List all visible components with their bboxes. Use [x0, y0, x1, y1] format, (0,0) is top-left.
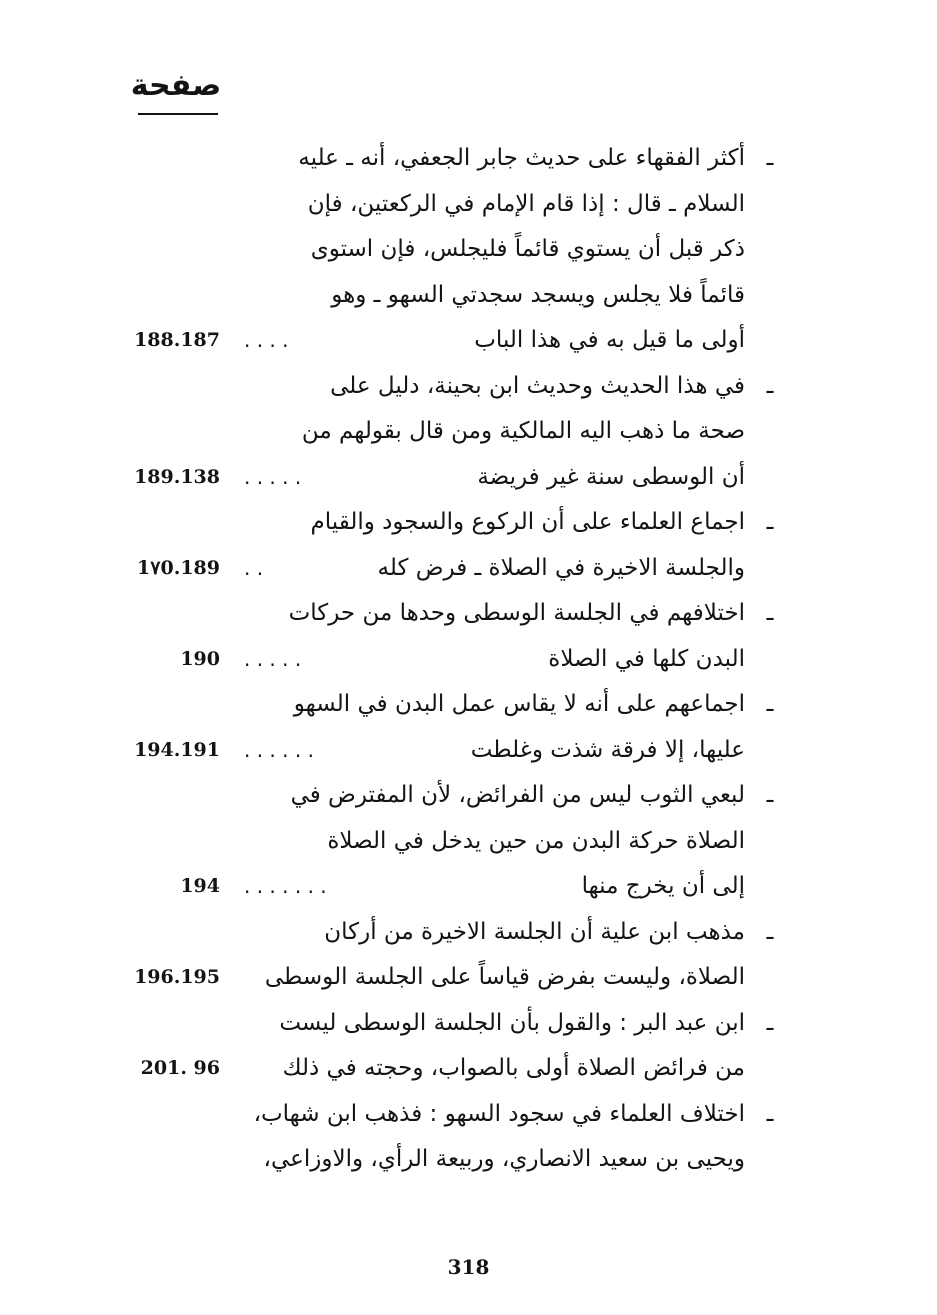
entry-text: من فرائض الصلاة أولى بالصواب، وحجته في ذلك: [282, 1055, 745, 1081]
entry-text: صحة ما ذهب اليه المالكية ومن قال بقولهم من: [301, 418, 745, 444]
entry-text: ذكر قبل أن يستوي قائماً فليجلس، فإن استوى: [310, 236, 745, 262]
page-number: 318: [447, 1255, 490, 1279]
entry-line: [120, 136, 785, 182]
entry-dash: ـ: [766, 509, 774, 535]
entry-text: السلام ـ قال : إذا قام الإمام في الركعتين، فإن: [307, 190, 745, 217]
entry-line: [120, 819, 785, 865]
entry-line: [120, 409, 785, 455]
entry-dash: ـ: [766, 1100, 774, 1127]
entry-line: [120, 1001, 785, 1047]
page-reference: 188.187: [134, 329, 220, 351]
entry-text: في هذا الحديث وحديث ابن بحينة، دليل على: [330, 372, 745, 399]
entry-line: [120, 1092, 785, 1138]
entry-line: [120, 500, 785, 546]
page-reference: 189.138: [134, 465, 220, 488]
entry-line: [120, 864, 785, 910]
index-entries: [120, 136, 785, 1183]
entry-text: قائماً فلا يجلس ويسجد سجدتي السهو ـ وهو: [331, 281, 745, 308]
entry-dash: ـ: [766, 691, 774, 717]
entry-line: [120, 546, 785, 592]
page-reference: 194.191: [134, 738, 220, 761]
entry-text: البدن كلها في الصلاة: [548, 645, 745, 672]
entry-text: اجماع العلماء على أن الركوع والسجود والقيام: [310, 509, 745, 535]
entry-dash: ـ: [766, 600, 774, 626]
entry-text: مذهب ابن علية أن الجلسة الاخيرة من أركان: [324, 918, 745, 945]
header-underline: [138, 113, 218, 115]
dot-leader: . . . .: [244, 328, 289, 352]
entry-line: [120, 1046, 785, 1092]
entry-line: [120, 910, 785, 956]
dot-leader: . . . . .: [244, 646, 302, 671]
entry-text: عليها، إلا فرقة شذت وغلطت: [470, 736, 745, 763]
entry-line: [120, 364, 785, 410]
entry-line: [120, 273, 785, 319]
entry-text: والجلسة الاخيرة في الصلاة ـ فرض كله: [377, 554, 745, 581]
entry-dash: ـ: [766, 1009, 774, 1036]
entry-text: أن الوسطى سنة غير فريضة: [477, 463, 745, 490]
entry-line: [120, 682, 785, 728]
entry-text: ويحيى بن سعيد الانصاري، وربيعة الرأي، والاوزاعي،: [263, 1146, 745, 1172]
entry-line: [120, 728, 785, 774]
entry-text: اختلاف العلماء في سجود السهو : فذهب ابن شهاب،: [253, 1100, 745, 1127]
entry-line: [120, 637, 785, 683]
entry-text: الصلاة، وليست بفرض قياساً على الجلسة الوسطى: [264, 964, 745, 990]
entry-text: الصلاة حركة البدن من حين يدخل في الصلاة: [327, 827, 745, 854]
entry-line: [120, 318, 785, 364]
page-reference: 1٧0.189: [137, 556, 220, 579]
entry-text: اجماعهم على أنه لا يقاس عمل البدن في السهو: [293, 691, 745, 717]
entry-dash: ـ: [766, 372, 774, 399]
entry-line: [120, 591, 785, 637]
entry-text: أولى ما قيل به في هذا الباب: [474, 327, 745, 353]
entry-line: [120, 455, 785, 501]
entry-line: [120, 955, 785, 1001]
entry-line: [120, 227, 785, 273]
entry-text: اختلافهم في الجلسة الوسطى وحدها من حركات: [288, 600, 745, 626]
dot-leader: . .: [244, 555, 264, 580]
page-column-header: صفحة: [130, 68, 222, 103]
dot-leader: . . . . .: [244, 464, 302, 489]
entry-dash: ـ: [766, 918, 774, 945]
entry-dash: ـ: [766, 782, 774, 808]
dot-leader: . . . . . .: [244, 737, 314, 762]
entry-text: ابن عبد البر : والقول بأن الجلسة الوسطى ليست: [279, 1009, 745, 1036]
entry-text: أكثر الفقهاء على حديث جابر الجعفي، أنه ـ عليه: [298, 145, 745, 171]
entry-text: إلى أن يخرج منها: [581, 873, 745, 899]
page-reference: 190: [180, 647, 220, 670]
page-reference: 196.195: [134, 966, 220, 988]
entry-line: [120, 773, 785, 819]
dot-leader: . . . . . . .: [244, 874, 327, 898]
entry-dash: ـ: [766, 145, 774, 171]
entry-text: لبعي الثوب ليس من الفرائض، لأن المفترض في: [290, 782, 745, 808]
page-reference: 194: [180, 875, 220, 897]
page-reference: 201. 96: [140, 1057, 220, 1079]
entry-line: [120, 1137, 785, 1183]
entry-line: [120, 182, 785, 228]
